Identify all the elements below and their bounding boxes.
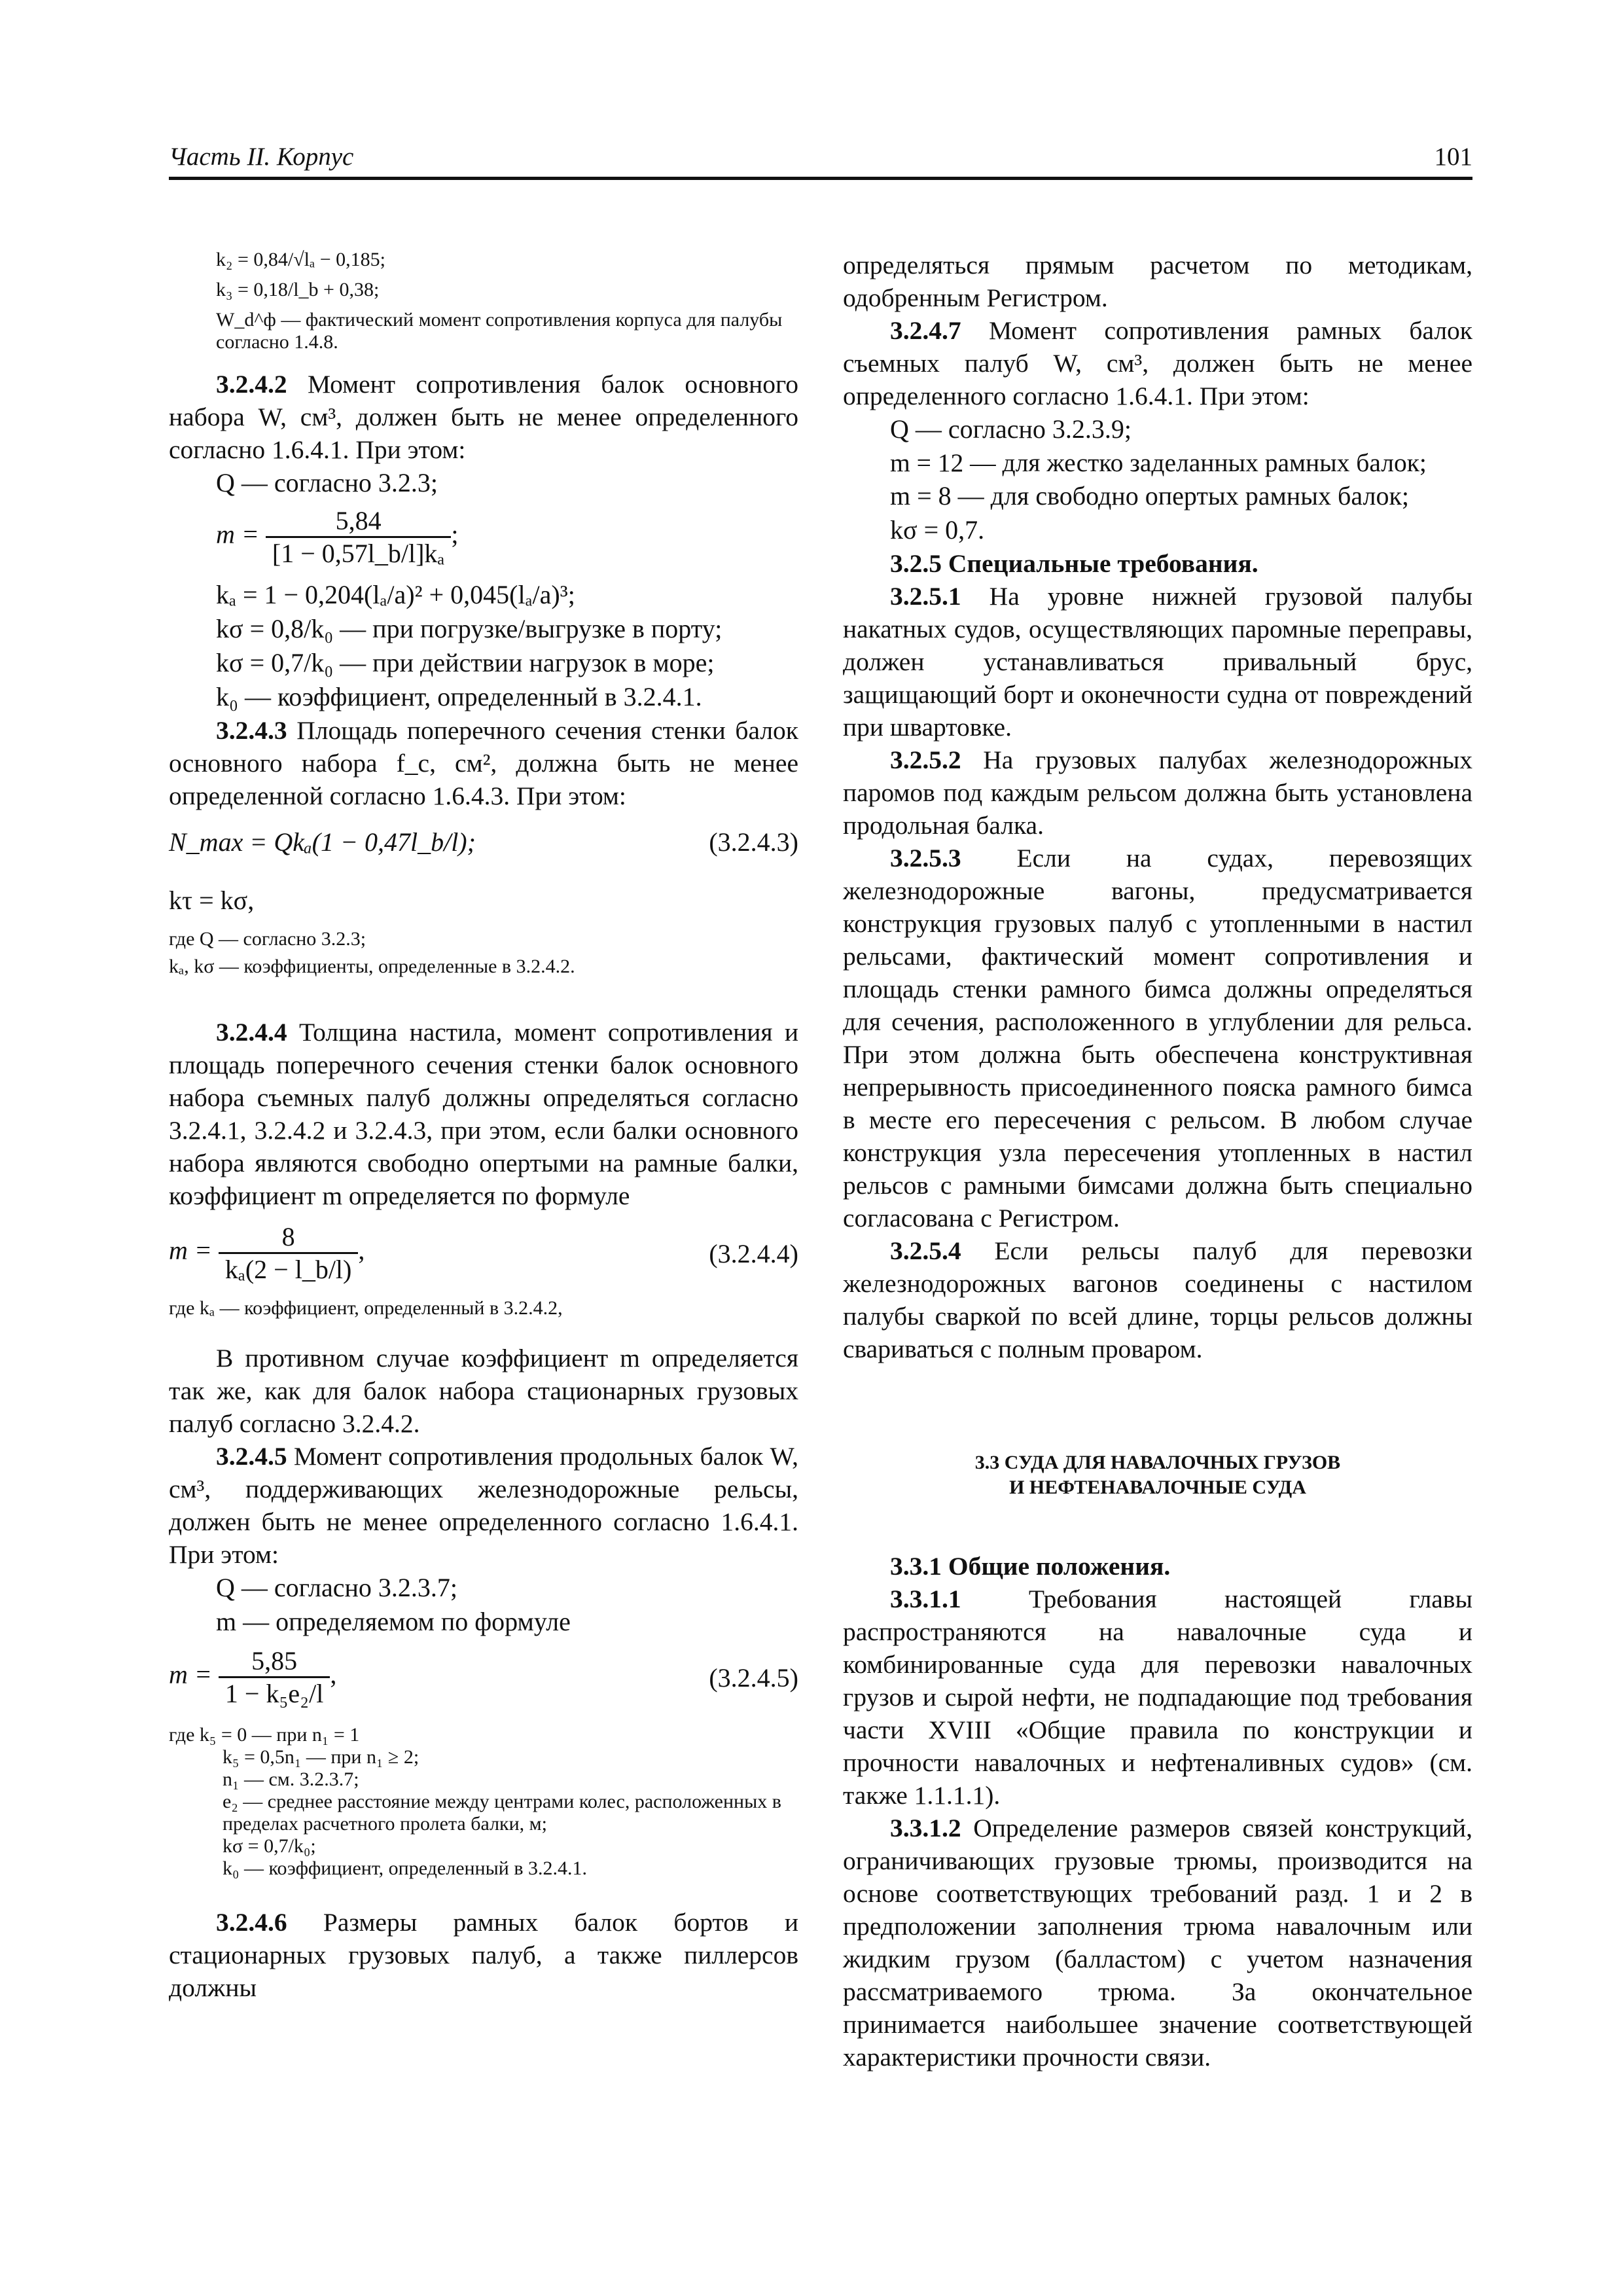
clause-number: 3.2.5.4 xyxy=(890,1236,961,1265)
definition-ksigma: kσ = 0,7. xyxy=(890,515,985,545)
definition-k0: k₀ — коэффициент, определенный в 3.2.4.1. xyxy=(216,682,702,711)
formula-body: N_max = Qkₐ(1 − 0,47l_b/l); xyxy=(169,827,476,857)
clause-number: 3.2.4.2 xyxy=(216,370,287,399)
fraction xyxy=(219,1221,358,1285)
right-column xyxy=(843,249,1472,2073)
formula-lhs: m = xyxy=(169,1659,212,1689)
heading-3-3-1: 3.3.1 Общие положения. xyxy=(890,1552,1171,1581)
definition-q-3237: Q — согласно 3.2.3.7; xyxy=(216,1573,458,1602)
denominator: 1 − k₅e₂/l xyxy=(219,1676,330,1709)
where-item: n₁ — см. 3.2.3.7; xyxy=(223,1768,359,1790)
denominator: kₐ(2 − l_b/l) xyxy=(219,1252,358,1285)
definition-m12: m = 12 — для жестко заделанных рамных балок; xyxy=(890,448,1427,477)
paragraph-3-2-5-4 xyxy=(843,1234,1472,1365)
clause-number: 3.3.1.2 xyxy=(890,1814,961,1842)
paragraph-3-3-1-2 xyxy=(843,1812,1472,2073)
formula-ktau: kτ = kσ, xyxy=(169,886,255,915)
running-title: Часть II. Корпус xyxy=(169,143,354,171)
clause-text: Если на судах, перевозящих железнодорожные вагоны, предусматривается конструкция грузовых палуб с утопленными в настил рельсами, фактический момент сопротивления и площадь стенки рамного бимса должны определяться для сечения, расположенного в углублении для рельса. При этом должна быть обеспечена конструктивная непрерывность присоединенного пояска рамного бимса в месте его пересечения с рельсом. В любом случае конструкция узла пересечения утопленных в настил рельсов с рамными бимсами должна быть специально согласована с Регистром. xyxy=(843,844,1472,1232)
clause-text: Размеры рамных балок бортов и стационарных грузовых палуб, а также пиллерсов должны xyxy=(169,1908,798,2002)
where-item: k₀ — коэффициент, определенный в 3.2.4.1. xyxy=(223,1857,587,1879)
where-list xyxy=(169,1724,798,1880)
heading-3-2-5: 3.2.5 Специальные требования. xyxy=(890,549,1258,578)
clause-text: Если рельсы палуб для перевозки железнодорожных вагонов соединены с настилом палубы сваркой по всей длине, торцы рельсов должны свариваться с полным проваром. xyxy=(843,1236,1472,1363)
page-header xyxy=(169,139,1472,180)
clause-text: Требования настоящей главы распространяются на навалочные суда и комбинированные суда для перевозки навалочных грузов и сырой нефти, не подпадающие под требования части XVIII «Общие правила по конструкции и прочности навалочных и нефтеналивных судов» (см. также 1.1.1.1). xyxy=(843,1585,1472,1810)
clause-number: 3.2.4.5 xyxy=(216,1442,287,1471)
paragraph-3-2-5-1 xyxy=(843,580,1472,744)
formula-m1 xyxy=(169,505,798,569)
where-item: e₂ — среднее расстояние между центрами колес, расположенных в пределах расчетного пролета балки, м; xyxy=(223,1791,781,1835)
clause-text: На грузовых палубах железнодорожных паромов под каждым рельсом должна быть установлена продольная балка. xyxy=(843,745,1472,840)
formula-ka: kₐ = 1 − 0,204(lₐ/a)² + 0,045(lₐ/a)³; xyxy=(216,580,575,609)
clause-text: Момент сопротивления продольных балок W, см³, поддерживающих железнодорожные рельсы, должен быть не менее определенного согласно 1.6.4.1. При этом: xyxy=(169,1442,798,1569)
where-item: kσ = 0,7/k₀; xyxy=(223,1835,316,1857)
formula-m3 xyxy=(169,1645,798,1711)
definition-q: Q — согласно 3.2.3; xyxy=(216,468,438,497)
clause-text: Момент сопротивления рамных балок съемных палуб W, см³, должен быть не менее определенного согласно 1.6.4.1. При этом: xyxy=(843,316,1472,410)
clause-number: 3.2.4.4 xyxy=(216,1018,287,1047)
fraction xyxy=(219,1645,330,1709)
paragraph-3-2-4-3 xyxy=(169,714,798,812)
clause-number: 3.2.5.3 xyxy=(890,844,961,872)
paragraph-otherwise: В противном случае коэффициент m определяется так же, как для балок набора стационарных грузовых палуб согласно 3.2.4.2. xyxy=(169,1344,798,1438)
left-column xyxy=(169,249,798,2004)
fraction xyxy=(266,505,451,569)
numerator: 5,85 xyxy=(251,1646,298,1676)
definition-m8: m = 8 — для свободно опертых рамных балок; xyxy=(890,481,1410,511)
formula-m2 xyxy=(169,1221,798,1287)
paragraph-3-2-5-2 xyxy=(843,744,1472,842)
paragraph-3-2-4-2 xyxy=(169,368,798,466)
paragraph-3-3-1-1 xyxy=(843,1583,1472,1812)
paragraph-3-2-4-6 xyxy=(169,1906,798,2004)
equation-number: (3.2.4.3) xyxy=(709,827,798,857)
clause-number: 3.2.4.6 xyxy=(216,1908,287,1937)
formula-nmax xyxy=(169,827,798,857)
where-item: k₅ = 0,5n₁ — при n₁ ≥ 2; xyxy=(223,1746,419,1768)
paragraph-3-2-4-5 xyxy=(169,1440,798,1571)
numerator: 8 xyxy=(281,1222,295,1251)
where-q: где Q — согласно 3.2.3; xyxy=(169,928,366,950)
formula-tail: ; xyxy=(451,519,459,549)
page-number: 101 xyxy=(1434,143,1472,171)
denominator: [1 − 0,57l_b/l]kₐ xyxy=(266,536,451,569)
section-title-line: И НЕФТЕНАВАЛОЧНЫЕ СУДА xyxy=(1009,1477,1306,1498)
equation-number: (3.2.4.4) xyxy=(709,1239,798,1268)
clause-number: 3.2.4.7 xyxy=(890,316,961,345)
clause-text: Толщина настила, момент сопротивления и площадь поперечного сечения стенки балок основного набора съемных палуб должны определяться согласно 3.2.4.1, 3.2.4.2 и 3.2.4.3, при этом, если балки основного набора являются свободно опертыми на рамные балки, коэффициент m определяется по формуле xyxy=(169,1018,798,1210)
paragraph-continuation: определяться прямым расчетом по методикам, одобренным Регистром. xyxy=(843,251,1472,312)
definition-wd: W_d^ф — фактический момент сопротивления корпуса для палубы согласно 1.4.8. xyxy=(216,309,783,353)
formula-lhs: m = xyxy=(169,1235,212,1265)
definition-m: m — определяемом по формуле xyxy=(216,1607,571,1636)
clause-text: Момент сопротивления балок основного набора W, см³, должен быть не менее определенного согласно 1.6.4.1. При этом: xyxy=(169,370,798,464)
section-heading xyxy=(843,1450,1472,1500)
formula-ksigma-sea: kσ = 0,7/k₀ — при действии нагрузок в море; xyxy=(216,648,715,677)
section-title-line: 3.3 СУДА ДЛЯ НАВАЛОЧНЫХ ГРУЗОВ xyxy=(974,1452,1341,1473)
formula-tail: , xyxy=(358,1235,365,1265)
where-item: где k₅ = 0 — при n₁ = 1 xyxy=(169,1724,360,1746)
where-ka: kₐ, kσ — коэффициенты, определенные в 3.2.4.2. xyxy=(169,956,575,977)
clause-number: 3.3.1.1 xyxy=(890,1585,961,1613)
formula-k2: k₂ = 0,84/√lₐ − 0,185; xyxy=(216,249,385,270)
formula-ksigma-port: kσ = 0,8/k₀ — при погрузке/выгрузке в порту; xyxy=(216,614,722,643)
clause-number: 3.2.4.3 xyxy=(216,716,287,745)
paragraph-3-2-4-4 xyxy=(169,1016,798,1212)
clause-text: На уровне нижней грузовой палубы накатных судов, осуществляющих паромные переправы, должен устанавливаться привальный брус, защищающий борт и оконечности судна от повреждений при швартовке. xyxy=(843,582,1472,742)
paragraph-3-2-5-3 xyxy=(843,842,1472,1234)
formula-tail: , xyxy=(330,1659,337,1689)
formula-k3: k₃ = 0,18/l_b + 0,38; xyxy=(216,279,380,300)
paragraph-3-2-4-7 xyxy=(843,314,1472,412)
equation-number: (3.2.4.5) xyxy=(709,1663,798,1693)
where-ka-2: где kₐ — коэффициент, определенный в 3.2.4.2, xyxy=(169,1297,563,1319)
clause-text: Площадь поперечного сечения стенки балок основного набора f_c, см², должна быть не менее определенной согласно 1.6.4.3. При этом: xyxy=(169,716,798,810)
clause-number: 3.2.5.1 xyxy=(890,582,961,611)
clause-number: 3.2.5.2 xyxy=(890,745,961,774)
clause-text: Определение размеров связей конструкций, ограничивающих грузовые трюмы, производится на основе соответствующих требований разд. 1 и 2 в предположении заполнения трюма навалочным или жидким грузом (балластом) с учетом назначения рассматриваемого трюма. За окончательное принимается наибольшее значение соответствующей характеристики прочности связи. xyxy=(843,1814,1472,2072)
formula-lhs: m = xyxy=(216,519,259,549)
numerator: 5,84 xyxy=(335,506,382,535)
definition-q-3239: Q — согласно 3.2.3.9; xyxy=(890,414,1132,444)
